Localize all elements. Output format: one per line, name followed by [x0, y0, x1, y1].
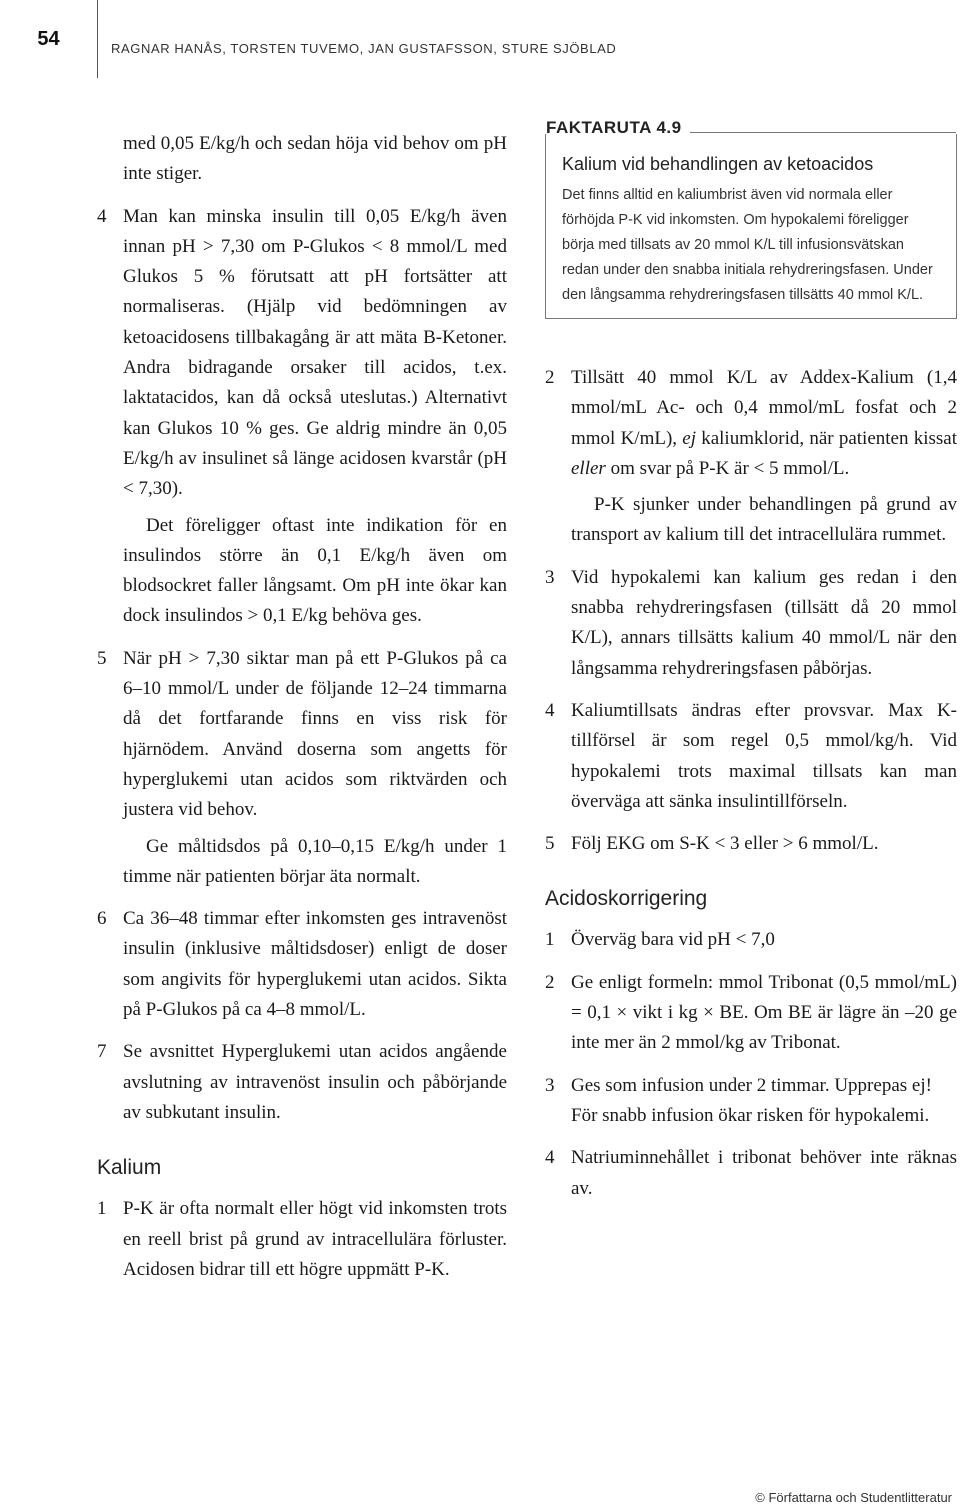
item-paragraph: Se avsnittet Hyperglukemi utan acidos angående avslutning av intravenöst insulin och påbörjande av subkutant insulin.	[123, 1041, 507, 1123]
item-paragraph: Överväg bara vid pH < 7,0	[571, 929, 775, 951]
item-paragraph: När pH > 7,30 siktar man på ett P-Glukos på ca 6–10 mmol/L under de följande 12–24 timmarna då det fortfarande finns en viss risk för hjärnödem. Använd doserna som angetts för hyperglukemi utan acidos som riktvärden och justera vid behov.	[123, 647, 507, 821]
item-number: 3	[545, 1074, 555, 1096]
acidos-item-2	[545, 968, 957, 1059]
text-segment: om svar på P-K är < 5 mmol/L.	[605, 457, 850, 479]
acidoskorrigering-heading: Acidoskorrigering	[545, 887, 708, 911]
factbox-title: Kalium vid behandlingen av ketoacidos	[562, 154, 874, 174]
factbox-label: FAKTARUTA 4.9	[546, 118, 690, 138]
list-item-6	[97, 904, 507, 1025]
item-number: 4	[545, 1147, 555, 1169]
item-number: 5	[545, 833, 555, 855]
text-segment: kaliumklorid, när patienten kissat	[695, 427, 957, 449]
item-number: 2	[545, 367, 555, 388]
kalium-heading: Kalium	[97, 1156, 162, 1180]
list-item-4	[97, 202, 507, 632]
item-number: 4	[97, 205, 107, 227]
acidos-item-4	[545, 1143, 957, 1204]
item-paragraph: Natriuminnehållet i tribonat behöver inte räknas av.	[571, 1147, 957, 1199]
item-paragraph: Vid hypokalemi kan kalium ges redan i den snabba rehydreringsfasen (tillsätt då 20 mmol K/L), annars tillsätts kalium 40 mmol/L när den långsamma rehydreringsfasen påbörjas.	[571, 566, 957, 679]
kalium-item-3	[545, 563, 957, 684]
item-number: 4	[545, 699, 555, 721]
continuation-paragraph	[97, 129, 507, 190]
item-paragraph: Ca 36–48 timmar efter inkomsten ges intravenöst insulin (inklusive måltidsdoser) enligt de doser som angivits för hyperglukemi utan acidos. Sikta på P-Glukos på ca 4–8 mmol/L.	[123, 908, 507, 1021]
continuation-text: med 0,05 E/kg/h och sedan höja vid behov om pH inte stiger.	[123, 133, 507, 185]
emphasis-eller: eller	[571, 457, 606, 479]
item-paragraph: För snabb infusion ökar risken för hypokalemi.	[571, 1104, 930, 1126]
item-paragraph	[571, 363, 957, 484]
item-number: 7	[97, 1041, 107, 1063]
item-number: 2	[545, 971, 555, 993]
item-number: 1	[545, 929, 555, 951]
item-paragraph: P-K sjunker under behandlingen på grund av transport av kalium till det intracellulära rummet.	[571, 494, 957, 546]
left-column	[97, 129, 507, 1297]
list-item-7	[97, 1037, 507, 1128]
item-paragraph: Ge måltidsdos på 0,10–0,15 E/kg/h under 1 timme när patienten börjar äta normalt.	[123, 835, 507, 887]
kalium-item-1	[97, 1194, 507, 1285]
factbox-text: Det finns alltid en kaliumbrist även vid normala eller förhöjda P-K vid inkomsten. Om hypokalemi föreligger börja med tillsats av 20 mmol K/L till infusionsvätskan redan under den snabba initiala rehydreringsfasen. Under den långsamma rehydreringsfasen tillsätts 40 mmol K/L.	[562, 187, 933, 303]
header-divider	[97, 0, 98, 78]
kalium-item-4	[545, 696, 957, 817]
item-paragraph: Följ EKG om S-K < 3 eller > 6 mmol/L.	[571, 833, 879, 855]
kalium-item-2	[545, 363, 957, 551]
item-paragraph: Ges som infusion under 2 timmar. Upprepas ej!	[571, 1074, 932, 1096]
factbox	[545, 118, 957, 319]
item-number: 1	[97, 1198, 107, 1220]
acidos-item-3	[545, 1071, 957, 1132]
page-number: 54	[37, 27, 60, 50]
item-paragraph: Kaliumtillsats ändras efter provsvar. Max K-tillförsel är som regel 0,5 mmol/kg/h. Vid hypokalemi trots maximal tillsats kan man överväga att sänka insulintillförseln.	[571, 699, 957, 812]
item-paragraph: P-K är ofta normalt eller högt vid inkomsten trots en reell brist på grund av intracellulära förluster. Acidosen bidrar till ett högre uppmätt P-K.	[123, 1198, 507, 1280]
list-item-5	[97, 644, 507, 892]
running-head-authors: RAGNAR HANÅS, TORSTEN TUVEMO, JAN GUSTAFSSON, STURE SJÖBLAD	[111, 41, 617, 56]
item-number: 3	[545, 566, 555, 588]
copyright-footer: © Författarna och Studentlitteratur	[755, 1490, 952, 1505]
emphasis-ej: ej	[682, 427, 696, 449]
kalium-item-5	[545, 829, 957, 859]
item-paragraph: Det föreligger oftast inte indikation för en insulindos större än 0,1 E/kg/h även om blodsockret faller långsamt. Om pH inte ökar kan dock insulindos > 0,1 E/kg behöva ges.	[123, 514, 507, 627]
item-number: 5	[97, 647, 107, 669]
item-number: 6	[97, 908, 107, 930]
text-segment: Tillsätt 40 mmol K/L av Addex-Kalium (1,4 mmol/mL Ac- och 0,4 mmol/mL fosfat och 2 mmol K/mL),	[571, 367, 957, 449]
item-paragraph: Ge enligt formeln: mmol Tribonat (0,5 mmol/mL) = 0,1 × vikt i kg × BE. Om BE är lägre än –20 ge inte mer än 2 mmol/kg av Tribonat.	[571, 971, 957, 1054]
right-column	[545, 116, 957, 1216]
item-paragraph: Man kan minska insulin till 0,05 E/kg/h även innan pH > 7,30 om P-Glukos < 8 mmol/L med Glukos 5 % förutsatt att pH fortsätter att normaliseras. (Hjälp vid bedömningen av ketoacidosens tillbakagång är att mäta B-Ketoner. Andra bidragande orsaker till acidos, t.ex. laktatacidos, kan då också uteslutas.) Alternativt kan Glukos 10 % ges. Ge aldrig mindre än 0,05 E/kg/h av insulinet så länge acidosen kvarstår (pH < 7,30).	[123, 205, 507, 500]
acidos-item-1	[545, 925, 957, 955]
